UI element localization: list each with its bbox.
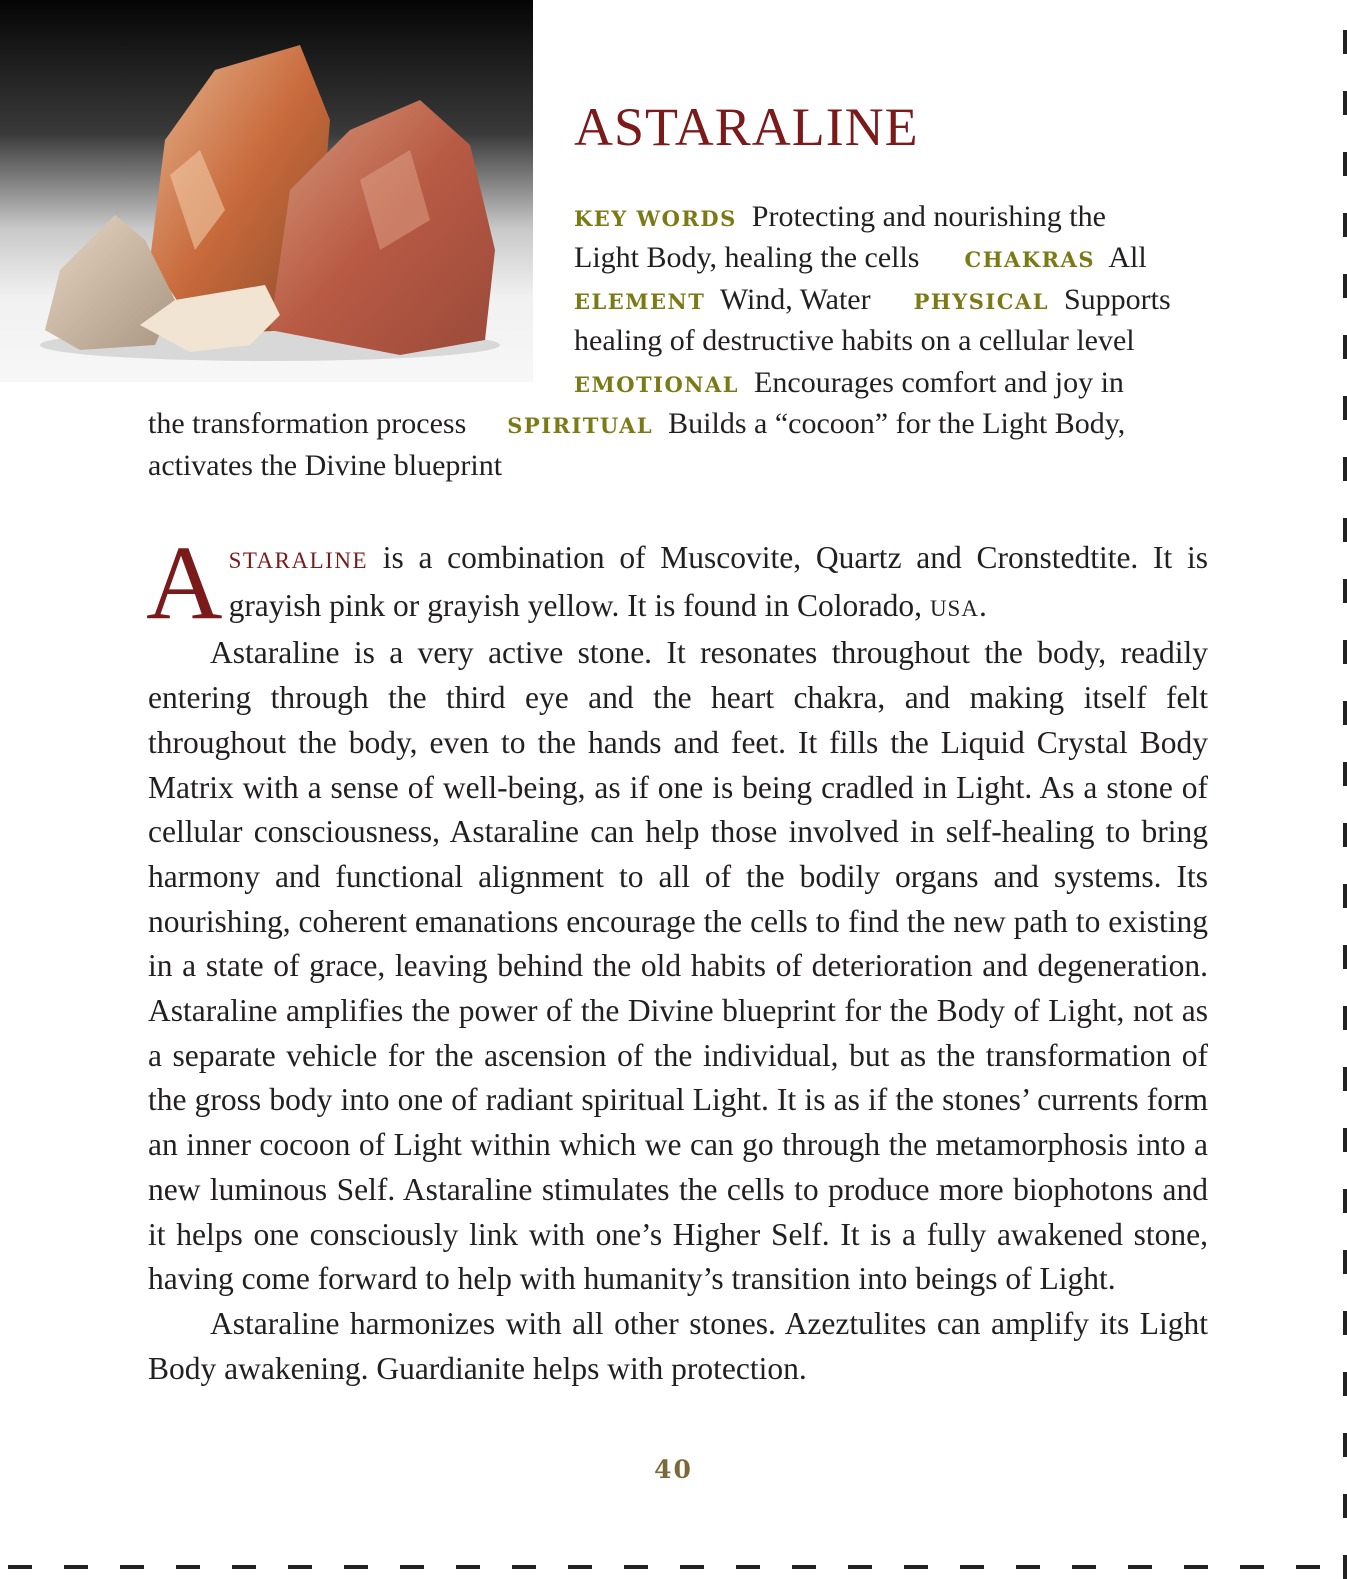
- emotional-label: EMOTIONAL: [574, 372, 740, 397]
- physical-text: Supports: [1064, 283, 1171, 316]
- crop-tick: [1343, 1067, 1347, 1091]
- crop-tick: [904, 1565, 928, 1569]
- crop-tick: [1343, 274, 1347, 298]
- crop-marks-bottom: [0, 1562, 1347, 1572]
- crop-tick: [792, 1565, 816, 1569]
- crop-tick: [1343, 91, 1347, 115]
- crop-tick: [1343, 1128, 1347, 1152]
- crop-tick: [1343, 1311, 1347, 1335]
- crop-tick: [1343, 152, 1347, 176]
- crop-tick: [1016, 1565, 1040, 1569]
- crop-tick: [512, 1565, 536, 1569]
- keywords-label: KEY WORDS: [574, 206, 737, 231]
- crop-marks-right: [1337, 0, 1347, 1572]
- crop-tick: [344, 1565, 368, 1569]
- crop-tick: [1343, 884, 1347, 908]
- element-label: ELEMENT: [574, 289, 706, 314]
- crop-tick: [1343, 396, 1347, 420]
- keywords-text-cont: Light Body, healing the cells: [574, 241, 920, 274]
- crop-tick: [1128, 1565, 1152, 1569]
- body-text: [146, 524, 1208, 1391]
- crop-tick: [400, 1565, 424, 1569]
- physical-text-cont: healing of destructive habits on a cellular level: [574, 324, 1135, 357]
- spiritual-text: Builds a “cocoon” for the Light Body,: [668, 407, 1126, 440]
- crop-tick: [8, 1565, 32, 1569]
- page-number: 40: [654, 1455, 693, 1484]
- keywords-text: Protecting and nourishing the: [751, 200, 1106, 233]
- crop-tick: [736, 1565, 760, 1569]
- crop-tick: [1072, 1565, 1096, 1569]
- crop-tick: [1343, 823, 1347, 847]
- paragraph-1: [146, 524, 1208, 641]
- physical-label: PHYSICAL: [913, 289, 1049, 314]
- paragraph-2: Astaraline is a very active stone. It resonates throughout the body, readily entering through the third eye and the heart chakra, and making itself felt throughout the body, even to the hands and feet. It fills the Liquid Crystal Body Matrix with a sense of well-being, as if one is being cradled in Light. As a stone of cellular consciousness, Astaraline can help those involved in self-healing to bring harmony and functional alignment to all of the bodily organs and systems. Its nourishing, coherent emanations encourage the cells to find the new path to existing in a state of grace, leaving behind the old habits of deterioration and degeneration. Astaraline amplifies the power of the Divine blueprint for the Body of Light, not as a separate vehicle for the ascension of the individual, but as the transformation of the gross body into one of radiant spiritual Light. It is as if the stones’ currents form an inner cocoon of Light within which we can go through the metamorphosis into a new luminous Self. Astaraline stimulates the cells to produce more biophotons and it helps one consciously link with one’s Higher Self. It is a fully awakened stone, having come forward to help with humanity’s transition into beings of Light.: [148, 635, 1208, 1297]
- paragraph-3: Astaraline harmonizes with all other stones. Azeztulites can amplify its Light Body awakening. Guardianite helps with protection.: [148, 1305, 1208, 1386]
- drop-cap: A: [146, 524, 223, 641]
- crop-tick: [232, 1565, 256, 1569]
- spiritual-label: SPIRITUAL: [507, 413, 654, 438]
- crop-tick: [1343, 30, 1347, 54]
- paragraph-1-text: is a combination of Muscovite, Quartz and Cronstedtite. It is grayish pink or grayish yellow. It is found in Colorado,: [228, 540, 1208, 623]
- crop-tick: [1343, 1189, 1347, 1213]
- crop-tick: [680, 1565, 704, 1569]
- chakras-text: All: [1108, 241, 1147, 274]
- crop-tick: [1343, 213, 1347, 237]
- properties-block: [0, 0, 1347, 500]
- crop-tick: [1343, 945, 1347, 969]
- crop-tick: [1343, 1372, 1347, 1396]
- crop-tick: [1343, 1494, 1347, 1518]
- crop-tick: [568, 1565, 592, 1569]
- crop-tick: [1296, 1565, 1320, 1569]
- spiritual-text-cont: activates the Divine blueprint: [148, 449, 503, 482]
- crop-tick: [960, 1565, 984, 1569]
- crop-tick: [848, 1565, 872, 1569]
- crop-tick: [288, 1565, 312, 1569]
- crop-tick: [624, 1565, 648, 1569]
- crop-tick: [1240, 1565, 1264, 1569]
- emotional-text: Encourages comfort and joy in: [754, 366, 1124, 399]
- crop-tick: [1343, 518, 1347, 542]
- page-title: ASTARALINE: [574, 97, 919, 157]
- crop-tick: [1343, 335, 1347, 359]
- crop-tick: [1343, 762, 1347, 786]
- emotional-text-cont: the transformation process: [148, 407, 467, 440]
- crop-tick: [456, 1565, 480, 1569]
- lead-smallcaps: STARALINE: [228, 548, 368, 573]
- element-text: Wind, Water: [719, 283, 871, 316]
- crop-tick: [1343, 457, 1347, 481]
- crop-tick: [176, 1565, 200, 1569]
- crop-tick: [1184, 1565, 1208, 1569]
- crop-tick: [1343, 1433, 1347, 1457]
- crop-tick: [1343, 579, 1347, 603]
- crop-tick: [1343, 1250, 1347, 1274]
- usa-abbrev: USA: [929, 595, 979, 621]
- crop-tick: [1343, 640, 1347, 664]
- crop-tick: [120, 1565, 144, 1569]
- paragraph-1-end: .: [978, 587, 987, 623]
- crop-tick: [64, 1565, 88, 1569]
- crop-tick: [1343, 1006, 1347, 1030]
- crop-tick: [1343, 701, 1347, 725]
- chakras-label: CHAKRAS: [964, 247, 1095, 272]
